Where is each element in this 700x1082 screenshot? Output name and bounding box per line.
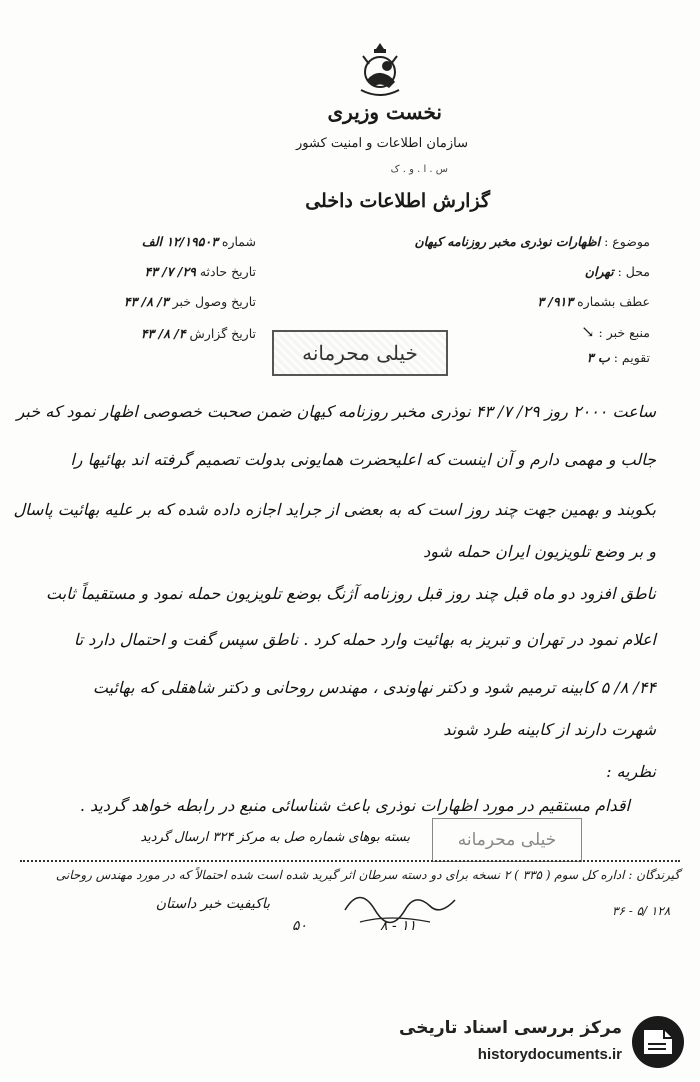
org-code: س . ا . و . ک — [390, 164, 448, 175]
site-url[interactable]: historydocuments.ir — [477, 1046, 622, 1063]
body-line: ساعت ۲۰۰۰ روز ۲۹/ ۷/ ۴۳ نوذری مخبر روزنامه کیهان ضمن صحبت خصوصی اظهار نمود که خبر — [16, 402, 656, 421]
source-label: منبع خبر : — [598, 325, 650, 340]
body-line: شهرت دارند از کابینه طرد شوند — [443, 720, 656, 739]
divider — [20, 860, 680, 862]
place-field — [585, 264, 650, 279]
report-date-label: تاریخ گزارش — [189, 326, 256, 341]
site-name: مرکز بررسی اسناد تاریخی — [399, 1018, 622, 1038]
second-classification-stamp: خیلی محرمانه — [432, 818, 582, 862]
source-field — [581, 322, 650, 341]
handwritten-signature — [340, 880, 460, 930]
distribution-code: ۳۶ - ۵/ ۱۲۸ — [612, 904, 671, 918]
distribution-label: گیرندگان : — [628, 868, 680, 882]
distribution-text: اداره کل سوم ( ۳۳۵ ) ۲ نسخه برای دو دسته سرطان اثر گیرید شده است شده احتمالاً که در مورد مهندس روحانی — [55, 868, 625, 882]
subject-value: اظهارات نوذری مخبر روزنامه کیهان — [414, 234, 601, 249]
arrow-mark-icon: ↘ — [581, 322, 595, 341]
subject-label: موضوع : — [604, 234, 650, 249]
body-line: ناطق افزود دو ماه قبل چند روز قبل روزنامه آژنگ بوضع تلویزیون حمله نمود و مستقیماً ثابت — [46, 584, 656, 603]
signature-date: ۸ - ۱۱ — [380, 918, 417, 934]
number-value: ۱۲/۱۹۵۰۳ الف — [141, 234, 218, 249]
history-documents-logo-icon — [630, 1014, 686, 1070]
event-date-field — [144, 264, 256, 279]
subject-field — [414, 234, 650, 249]
org-subtitle: سازمان اطلاعات و امنیت کشور — [295, 136, 468, 151]
number-label: شماره — [221, 234, 256, 249]
lion-and-sun-emblem-icon — [355, 40, 405, 98]
opinion-heading: نظریه : — [606, 762, 656, 781]
note-line: بسته بوهای شماره صل به مرکز ۳۲۴ ارسال گردید — [140, 830, 410, 845]
number-field — [142, 234, 256, 249]
report-date-field — [141, 326, 256, 341]
evaluation-field — [587, 350, 650, 365]
body-line: ۴۴/ ۸/ ۵ کابینه ترمیم شود و دکتر نهاوندی ، مهندس روحانی و دکتر شاهقلی که بهائیت — [92, 678, 656, 697]
event-date-value: ۲۹/ ۷/ ۴۳ — [144, 264, 196, 279]
place-label: محل : — [617, 264, 650, 279]
place-value: تهران — [584, 264, 614, 279]
reference-value: ۹۱۳/ ۳ — [537, 294, 574, 309]
receipt-date-value: ۳/ ۸/ ۴۳ — [123, 294, 169, 309]
org-name: نخست وزیری — [327, 100, 442, 124]
body-line: جالب و مهمی دارم و آن اینست که اعلیحضرت همایونی بدولت تصمیم گرفته اند بهائیها را — [70, 450, 656, 469]
body-line: و بر وضع تلویزیون ایران حمله شود — [423, 542, 656, 561]
classification-stamp: خیلی محرمانه — [272, 330, 448, 376]
evaluation-value: ب ۳ — [586, 350, 610, 365]
signature-number: ۵۰ — [292, 918, 308, 934]
reference-field — [537, 294, 650, 309]
evaluation-label: تقویم : — [613, 350, 650, 365]
opinion-text: اقدام مستقیم در مورد اظهارات نوذری باعث شناسائی منبع در رابطه خواهد گردید . — [79, 796, 630, 815]
report-date-value: ۴/ ۸/ ۴۳ — [140, 326, 186, 341]
receipt-date-field — [124, 294, 256, 309]
signature-note: باکیفیت خبر داستان — [155, 896, 270, 912]
receipt-date-label: تاریخ وصول خبر — [172, 294, 256, 309]
document-title: گزارش اطلاعات داخلی — [305, 190, 490, 212]
body-line: بکوبند و بهمین جهت چند روز است که به بعضی از جراید اجازه داده شده که بر علیه بهائیت پاسال — [13, 500, 656, 519]
reference-label: عطف بشماره — [577, 294, 650, 309]
body-line: اعلام نمود در تهران و تبریز به بهائیت وارد حمله کرد . ناطق سپس گفت و احتمال دارد تا — [73, 630, 656, 649]
event-date-label: تاریخ حادثه — [199, 264, 256, 279]
